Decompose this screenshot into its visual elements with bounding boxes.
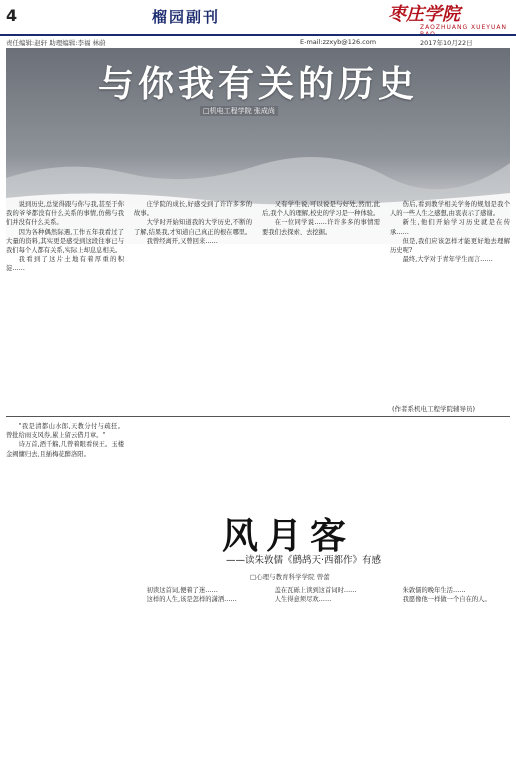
hero-title: 与你我有关的历史 <box>97 63 418 105</box>
paragraph: 我看到了这片土地有着厚重的积淀…… <box>6 256 124 273</box>
page-number: 4 <box>6 6 18 25</box>
paragraph: 伤后,看到教学相关学务的规划是我个人的一些人生之感想,由衷表示了感谢。 <box>390 201 510 218</box>
paragraph: 人生得意须尽欢…… <box>274 596 332 604</box>
paragraph: 因为各种偶然际遇,工作五年我看过了大量的资料,其实更是感受到这段往事已与我们每个人都有关系,实际上却息息相关。 <box>6 228 124 255</box>
article1-column-4 <box>390 200 510 264</box>
paragraph: 新生,他们开始学习历史就是在传承…… <box>390 219 510 236</box>
paragraph: 我愿像他一样做一个自在的人。 <box>402 596 491 604</box>
paragraph: "我是清都山水郎,天教分付与疏狂。曾批给雨支风券,累上留云借月章。" <box>6 423 124 440</box>
feature-column-4 <box>390 586 510 604</box>
paragraph: 盖在瓦砾上读到这首词时…… <box>274 587 357 594</box>
masthead <box>0 0 516 36</box>
hero-byline: □机电工程学院 张成尚 <box>200 106 278 116</box>
article1-column-1 <box>6 200 124 274</box>
newspaper-logo-subtitle: ZAOZHUANG XUEYUAN BAO <box>420 24 507 38</box>
paragraph: 最终,大学对于青年学生而言…… <box>402 256 493 264</box>
feature-byline: □心理与教育科学学院 曾蕾 <box>250 573 330 581</box>
article1-column-3 <box>262 200 380 237</box>
paragraph: 说到历史,总觉得跟与你与我,甚至于你我的爷爷都没有什么关系的事情,仿佛与我们并没有什么关系。 <box>6 201 124 227</box>
section-divider <box>6 416 510 417</box>
paragraph: 又有学生说,可以说是与好处,然而,此后,我个人的理解,校史的学习是一种体验。 <box>262 201 380 218</box>
info-bar <box>0 34 516 47</box>
paragraph: 这样的人生,该是怎样的潇洒…… <box>146 596 237 604</box>
section-title: 榴园副刊 <box>152 8 221 26</box>
date-line: 2017年10月22日 <box>420 39 473 47</box>
article1-author-note: (作者系机电工程学院辅导员) <box>392 405 476 413</box>
paragraph: 大学时开始知道我的大学历史,不断的了解,结果我,才知道自己真正的根在哪里。 <box>134 219 252 236</box>
paragraph: 庄学院的成长,好感受到了许许多多的故事。 <box>134 201 252 218</box>
email-line: E-mail:zzxyb@126.com <box>300 38 377 46</box>
feature-title: 风月客 <box>222 515 355 557</box>
paragraph: 但是,我们应该怎样才能更好地去理解历史呢? <box>390 237 510 255</box>
feature-subtitle: ——读朱敦儒《鹧鸪天·西都作》有感 <box>226 555 382 566</box>
article1-column-2 <box>134 200 252 246</box>
feature-column-2 <box>134 586 252 604</box>
paragraph: 朱敦儒的晚年生活…… <box>402 587 466 594</box>
editors-line: 责任编辑:赵轩 助理编辑:李福 林蔚 <box>6 39 106 47</box>
paragraph: 在一位同学说……许许多多的事情需要我们去探索、去挖掘。 <box>262 219 380 236</box>
feature-column-3 <box>262 586 380 604</box>
newspaper-logo: 枣庄学院 <box>388 4 460 25</box>
paragraph: 我曾经离开,又曾回来…… <box>146 237 218 245</box>
feature-column-1 <box>6 422 124 459</box>
paragraph: 初读这首词,便着了迷…… <box>146 587 218 594</box>
paragraph: 诗万首,酒千觞,几曾着眼看侯王。玉楼金阙慵归去,且插梅花醉洛阳。 <box>6 441 124 458</box>
